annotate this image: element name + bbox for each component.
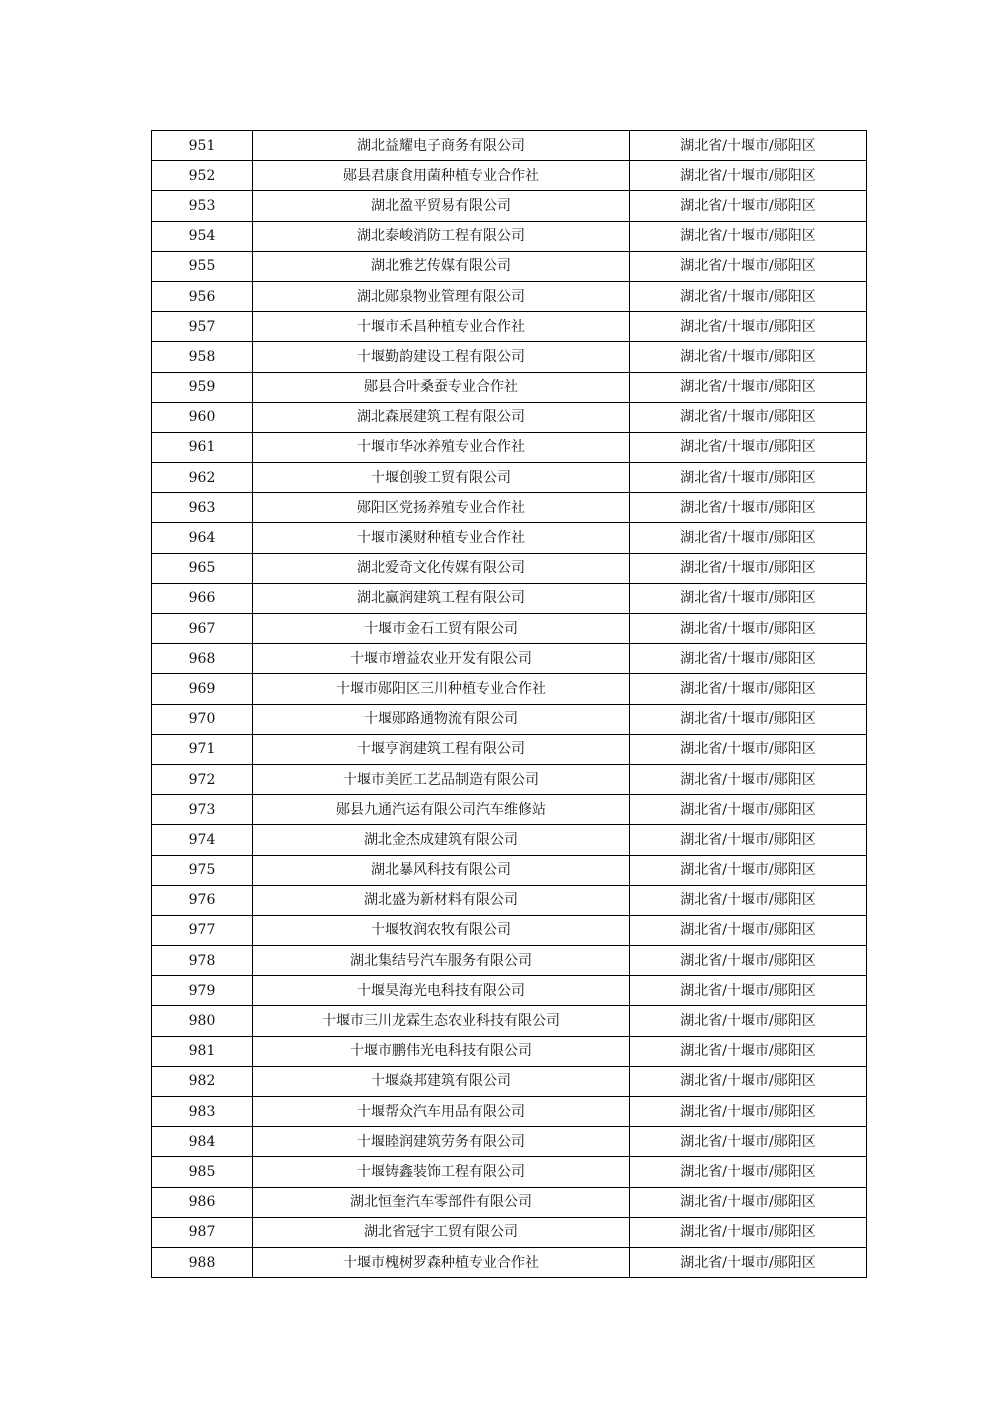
- company-name-cell: 十堰昊海光电科技有限公司: [253, 976, 630, 1006]
- company-name-cell: 十堰亨润建筑工程有限公司: [253, 734, 630, 764]
- row-number-cell: 976: [152, 885, 253, 915]
- table-row: [152, 1066, 867, 1096]
- region-cell: 湖北省/十堰市/郧阳区: [630, 402, 867, 432]
- table-row: [152, 795, 867, 825]
- row-number-cell: 985: [152, 1157, 253, 1187]
- company-name-cell: 湖北盛为新材料有限公司: [253, 885, 630, 915]
- company-name-cell: 十堰勤韵建设工程有限公司: [253, 342, 630, 372]
- table-row: [152, 885, 867, 915]
- table-row: [152, 1036, 867, 1066]
- table-row: [152, 281, 867, 311]
- region-cell: 湖北省/十堰市/郧阳区: [630, 764, 867, 794]
- table-row: [152, 915, 867, 945]
- row-number-cell: 955: [152, 251, 253, 281]
- table-row: [152, 734, 867, 764]
- company-name-cell: 湖北郧泉物业管理有限公司: [253, 281, 630, 311]
- region-cell: 湖北省/十堰市/郧阳区: [630, 976, 867, 1006]
- table-row: [152, 463, 867, 493]
- region-cell: 湖北省/十堰市/郧阳区: [630, 523, 867, 553]
- region-cell: 湖北省/十堰市/郧阳区: [630, 1006, 867, 1036]
- company-name-cell: 湖北泰峻消防工程有限公司: [253, 221, 630, 251]
- company-list-table: [151, 130, 867, 1278]
- company-name-cell: 湖北金杰成建筑有限公司: [253, 825, 630, 855]
- row-number-cell: 952: [152, 161, 253, 191]
- region-cell: 湖北省/十堰市/郧阳区: [630, 1247, 867, 1277]
- row-number-cell: 973: [152, 795, 253, 825]
- row-number-cell: 980: [152, 1006, 253, 1036]
- table-row: [152, 1157, 867, 1187]
- table-row: [152, 553, 867, 583]
- region-cell: 湖北省/十堰市/郧阳区: [630, 281, 867, 311]
- table-row: [152, 674, 867, 704]
- company-name-cell: 郧阳区党扬养殖专业合作社: [253, 493, 630, 523]
- table-row: [152, 1217, 867, 1247]
- company-name-cell: 郧县九通汽运有限公司汽车维修站: [253, 795, 630, 825]
- company-name-cell: 十堰郧路通物流有限公司: [253, 704, 630, 734]
- row-number-cell: 968: [152, 644, 253, 674]
- table-row: [152, 432, 867, 462]
- table-row: [152, 614, 867, 644]
- table-row: [152, 372, 867, 402]
- region-cell: 湖北省/十堰市/郧阳区: [630, 734, 867, 764]
- company-name-cell: 十堰市鹏伟光电科技有限公司: [253, 1036, 630, 1066]
- row-number-cell: 956: [152, 281, 253, 311]
- row-number-cell: 965: [152, 553, 253, 583]
- company-name-cell: 十堰市禾昌种植专业合作社: [253, 312, 630, 342]
- region-cell: 湖北省/十堰市/郧阳区: [630, 1036, 867, 1066]
- region-cell: 湖北省/十堰市/郧阳区: [630, 583, 867, 613]
- company-name-cell: 湖北省冠宇工贸有限公司: [253, 1217, 630, 1247]
- region-cell: 湖北省/十堰市/郧阳区: [630, 915, 867, 945]
- row-number-cell: 966: [152, 583, 253, 613]
- table-row: [152, 523, 867, 553]
- row-number-cell: 964: [152, 523, 253, 553]
- row-number-cell: 982: [152, 1066, 253, 1096]
- table-row: [152, 583, 867, 613]
- company-name-cell: 郧县合叶桑蚕专业合作社: [253, 372, 630, 402]
- region-cell: 湖北省/十堰市/郧阳区: [630, 1097, 867, 1127]
- table-row: [152, 1006, 867, 1036]
- region-cell: 湖北省/十堰市/郧阳区: [630, 221, 867, 251]
- table-row: [152, 312, 867, 342]
- company-name-cell: 湖北雅艺传媒有限公司: [253, 251, 630, 281]
- region-cell: 湖北省/十堰市/郧阳区: [630, 1217, 867, 1247]
- table-row: [152, 946, 867, 976]
- company-name-cell: 十堰市三川龙霖生态农业科技有限公司: [253, 1006, 630, 1036]
- table-row: [152, 251, 867, 281]
- region-cell: 湖北省/十堰市/郧阳区: [630, 553, 867, 583]
- region-cell: 湖北省/十堰市/郧阳区: [630, 251, 867, 281]
- company-name-cell: 十堰市增益农业开发有限公司: [253, 644, 630, 674]
- region-cell: 湖北省/十堰市/郧阳区: [630, 342, 867, 372]
- region-cell: 湖北省/十堰市/郧阳区: [630, 131, 867, 161]
- row-number-cell: 972: [152, 764, 253, 794]
- table-row: [152, 493, 867, 523]
- row-number-cell: 988: [152, 1247, 253, 1277]
- row-number-cell: 974: [152, 825, 253, 855]
- row-number-cell: 962: [152, 463, 253, 493]
- company-name-cell: 湖北集结号汽车服务有限公司: [253, 946, 630, 976]
- table-row: [152, 161, 867, 191]
- row-number-cell: 960: [152, 402, 253, 432]
- company-name-cell: 十堰铸鑫装饰工程有限公司: [253, 1157, 630, 1187]
- row-number-cell: 953: [152, 191, 253, 221]
- table-row: [152, 1187, 867, 1217]
- row-number-cell: 963: [152, 493, 253, 523]
- region-cell: 湖北省/十堰市/郧阳区: [630, 825, 867, 855]
- row-number-cell: 981: [152, 1036, 253, 1066]
- region-cell: 湖北省/十堰市/郧阳区: [630, 644, 867, 674]
- region-cell: 湖北省/十堰市/郧阳区: [630, 946, 867, 976]
- table-row: [152, 191, 867, 221]
- company-name-cell: 十堰市槐树罗森种植专业合作社: [253, 1247, 630, 1277]
- table-row: [152, 1247, 867, 1277]
- region-cell: 湖北省/十堰市/郧阳区: [630, 1127, 867, 1157]
- region-cell: 湖北省/十堰市/郧阳区: [630, 372, 867, 402]
- row-number-cell: 969: [152, 674, 253, 704]
- table-row: [152, 855, 867, 885]
- table-row: [152, 342, 867, 372]
- row-number-cell: 957: [152, 312, 253, 342]
- row-number-cell: 970: [152, 704, 253, 734]
- company-name-cell: 湖北盈平贸易有限公司: [253, 191, 630, 221]
- company-name-cell: 十堰市金石工贸有限公司: [253, 614, 630, 644]
- company-name-cell: 湖北恒奎汽车零部件有限公司: [253, 1187, 630, 1217]
- region-cell: 湖北省/十堰市/郧阳区: [630, 795, 867, 825]
- row-number-cell: 984: [152, 1127, 253, 1157]
- region-cell: 湖北省/十堰市/郧阳区: [630, 1157, 867, 1187]
- row-number-cell: 983: [152, 1097, 253, 1127]
- row-number-cell: 977: [152, 915, 253, 945]
- row-number-cell: 961: [152, 432, 253, 462]
- region-cell: 湖北省/十堰市/郧阳区: [630, 674, 867, 704]
- company-name-cell: 十堰市美匠工艺品制造有限公司: [253, 764, 630, 794]
- company-name-cell: 十堰牧润农牧有限公司: [253, 915, 630, 945]
- row-number-cell: 958: [152, 342, 253, 372]
- table-row: [152, 704, 867, 734]
- company-name-cell: 十堰帮众汽车用品有限公司: [253, 1097, 630, 1127]
- company-name-cell: 湖北赢润建筑工程有限公司: [253, 583, 630, 613]
- company-name-cell: 十堰创骏工贸有限公司: [253, 463, 630, 493]
- region-cell: 湖北省/十堰市/郧阳区: [630, 614, 867, 644]
- row-number-cell: 959: [152, 372, 253, 402]
- company-name-cell: 郧县君康食用菌种植专业合作社: [253, 161, 630, 191]
- row-number-cell: 978: [152, 946, 253, 976]
- table-row: [152, 976, 867, 1006]
- row-number-cell: 979: [152, 976, 253, 1006]
- region-cell: 湖北省/十堰市/郧阳区: [630, 493, 867, 523]
- region-cell: 湖北省/十堰市/郧阳区: [630, 855, 867, 885]
- row-number-cell: 951: [152, 131, 253, 161]
- row-number-cell: 954: [152, 221, 253, 251]
- table-row: [152, 825, 867, 855]
- table-row: [152, 402, 867, 432]
- table-body: [152, 131, 867, 1278]
- company-name-cell: 十堰市郧阳区三川种植专业合作社: [253, 674, 630, 704]
- company-name-cell: 湖北森展建筑工程有限公司: [253, 402, 630, 432]
- region-cell: 湖北省/十堰市/郧阳区: [630, 191, 867, 221]
- company-name-cell: 十堰焱邦建筑有限公司: [253, 1066, 630, 1096]
- region-cell: 湖北省/十堰市/郧阳区: [630, 1187, 867, 1217]
- table-row: [152, 764, 867, 794]
- table-row: [152, 131, 867, 161]
- region-cell: 湖北省/十堰市/郧阳区: [630, 885, 867, 915]
- company-name-cell: 十堰睦润建筑劳务有限公司: [253, 1127, 630, 1157]
- table-row: [152, 644, 867, 674]
- row-number-cell: 971: [152, 734, 253, 764]
- company-name-cell: 湖北益耀电子商务有限公司: [253, 131, 630, 161]
- row-number-cell: 986: [152, 1187, 253, 1217]
- row-number-cell: 975: [152, 855, 253, 885]
- table-row: [152, 1127, 867, 1157]
- company-name-cell: 湖北爱奇文化传媒有限公司: [253, 553, 630, 583]
- region-cell: 湖北省/十堰市/郧阳区: [630, 1066, 867, 1096]
- table-row: [152, 1097, 867, 1127]
- row-number-cell: 967: [152, 614, 253, 644]
- company-name-cell: 十堰市溪财种植专业合作社: [253, 523, 630, 553]
- region-cell: 湖北省/十堰市/郧阳区: [630, 463, 867, 493]
- company-name-cell: 湖北暴风科技有限公司: [253, 855, 630, 885]
- region-cell: 湖北省/十堰市/郧阳区: [630, 161, 867, 191]
- region-cell: 湖北省/十堰市/郧阳区: [630, 704, 867, 734]
- row-number-cell: 987: [152, 1217, 253, 1247]
- company-name-cell: 十堰市华冰养殖专业合作社: [253, 432, 630, 462]
- table-row: [152, 221, 867, 251]
- region-cell: 湖北省/十堰市/郧阳区: [630, 312, 867, 342]
- region-cell: 湖北省/十堰市/郧阳区: [630, 432, 867, 462]
